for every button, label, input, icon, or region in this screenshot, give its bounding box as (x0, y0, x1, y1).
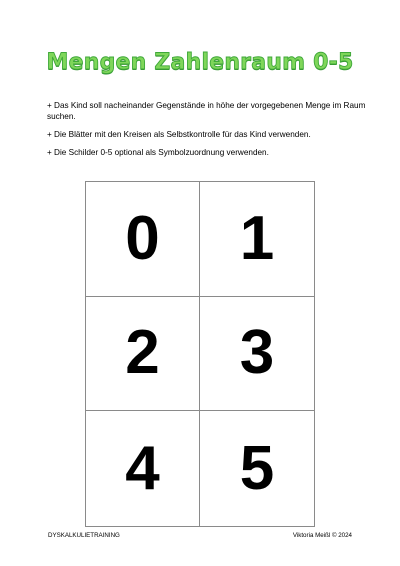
card-number: 2 (125, 318, 160, 388)
number-card-0 (86, 182, 200, 297)
number-card-grid (85, 181, 315, 527)
instruction-item: + Die Blätter mit den Kreisen als Selbstkontrolle für das Kind verwenden. (47, 130, 311, 139)
card-number: 0 (125, 203, 160, 273)
card-number: 4 (125, 433, 160, 503)
card-number: 5 (239, 433, 275, 503)
footer-brand: DYSKALKULIETRAINING (48, 532, 120, 539)
page-title: Mengen Zahlenraum 0-5 (46, 50, 354, 75)
number-card-4 (86, 411, 200, 526)
instruction-item: + Das Kind soll nacheinander Gegenstände in höhe der vorgegebenen Menge im Raum suchen. (47, 101, 366, 121)
number-card-3 (200, 297, 314, 412)
number-card-1 (200, 182, 314, 297)
card-number: 3 (239, 318, 275, 388)
instruction-item: + Die Schilder 0-5 optional als Symbolzuordnung verwenden. (47, 148, 269, 157)
number-card-5 (200, 411, 314, 526)
instructions (47, 100, 367, 165)
card-number: 1 (239, 203, 275, 273)
footer-copyright: Viktoria Meißl © 2024 (292, 532, 352, 539)
number-card-2 (86, 297, 200, 412)
